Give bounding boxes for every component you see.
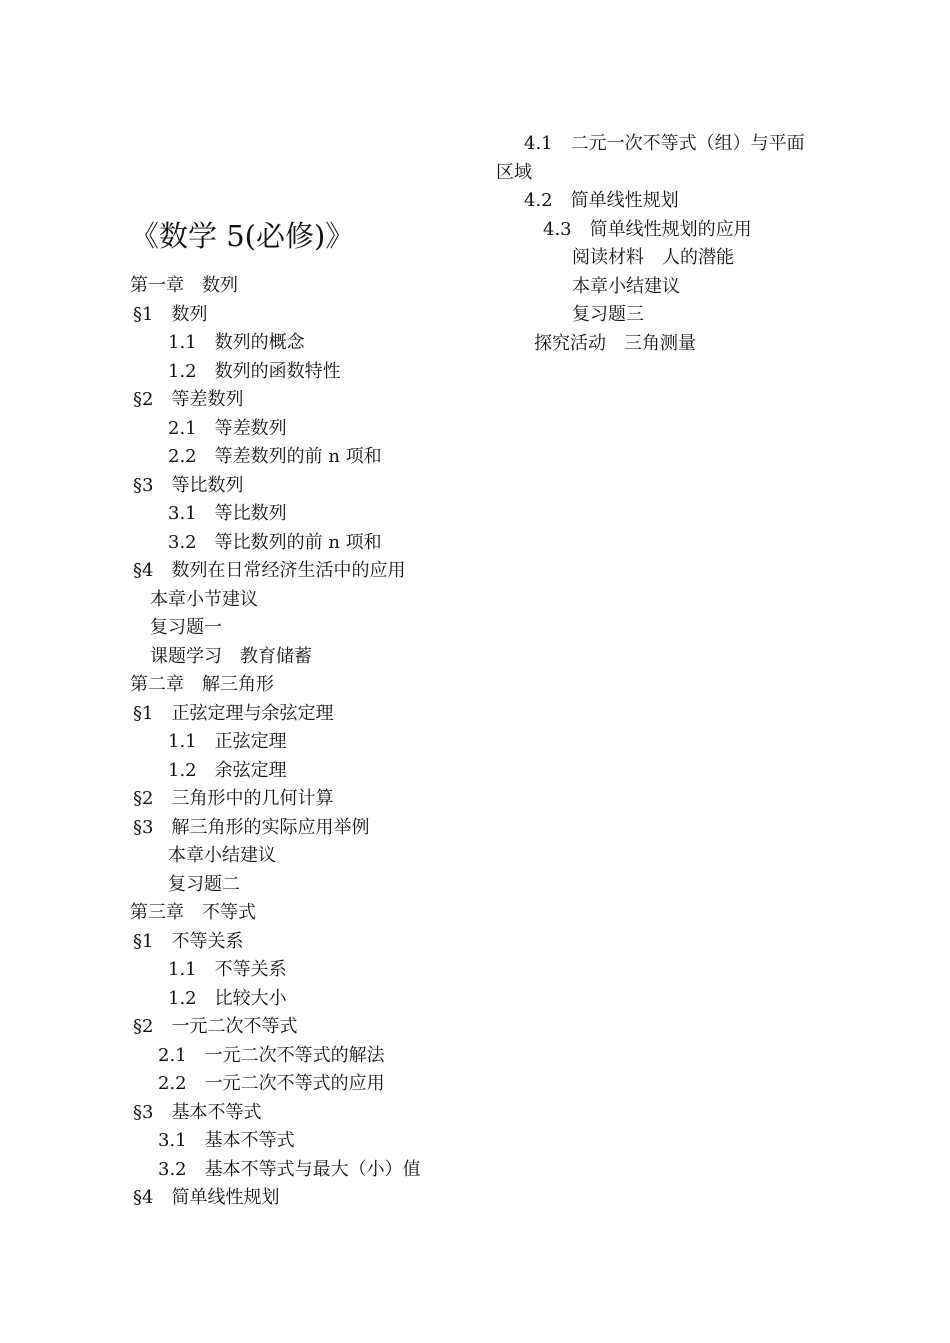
toc-entry: 本章小结建议 xyxy=(168,845,276,866)
toc-entry: §2 三角形中的几何计算 xyxy=(133,788,334,809)
toc-entry: 1.1 正弦定理 xyxy=(168,731,287,752)
toc-entry: 复习题一 xyxy=(150,617,222,638)
toc-entry: §3 解三角形的实际应用举例 xyxy=(133,816,370,838)
toc-entry: 课题学习 教育储蓄 xyxy=(150,645,312,667)
toc-entry: 4.3 简单线性规划的应用 xyxy=(543,218,752,240)
toc-entry: 3.2 基本不等式与最大（小）值 xyxy=(158,1158,421,1180)
toc-entry: §3 等比数列 xyxy=(133,474,244,496)
toc-entry: 4.2 简单线性规划 xyxy=(524,190,679,211)
toc-entry: §2 等差数列 xyxy=(133,389,244,410)
toc-entry: 第一章 数列 xyxy=(130,275,238,296)
toc-entry: 2.2 等差数列的前 n 项和 xyxy=(168,446,382,467)
toc-entry: 2.2 一元二次不等式的应用 xyxy=(158,1073,385,1094)
toc-entry: 1.2 比较大小 xyxy=(168,987,287,1009)
toc-entry: §1 正弦定理与余弦定理 xyxy=(133,702,334,724)
toc-entry: 1.1 不等关系 xyxy=(168,959,287,980)
toc-entry: 区域 xyxy=(496,161,532,183)
toc-entry: 3.2 等比数列的前 n 项和 xyxy=(168,531,382,553)
toc-entry: 1.2 余弦定理 xyxy=(168,759,287,781)
toc-entry: §3 基本不等式 xyxy=(133,1101,262,1123)
toc-entry: §4 简单线性规划 xyxy=(133,1187,280,1208)
toc-entry: 1.1 数列的概念 xyxy=(168,332,305,353)
toc-entry: §4 数列在日常经济生活中的应用 xyxy=(133,560,406,581)
toc-entry: §1 数列 xyxy=(133,303,208,325)
toc-entry: 探究活动 三角测量 xyxy=(534,332,696,354)
toc-entry: 本章小节建议 xyxy=(150,588,258,610)
toc-entry: 复习题三 xyxy=(572,304,644,325)
toc-entry: 2.1 等差数列 xyxy=(168,417,287,439)
book-title: 《数学 5(必修)》 xyxy=(130,219,355,253)
toc-entry: 3.1 基本不等式 xyxy=(158,1130,295,1151)
toc-entry: 阅读材料 人的潜能 xyxy=(572,247,734,268)
toc-entry: 3.1 等比数列 xyxy=(168,503,287,524)
toc-entry: 2.1 一元二次不等式的解法 xyxy=(158,1044,385,1066)
toc-entry: §2 一元二次不等式 xyxy=(133,1016,298,1037)
toc-entry: 复习题二 xyxy=(168,873,240,895)
toc-entry: 第三章 不等式 xyxy=(130,902,256,923)
toc-entry: 本章小结建议 xyxy=(572,275,680,297)
toc-entry: 第二章 解三角形 xyxy=(130,674,274,695)
toc-entry: 1.2 数列的函数特性 xyxy=(168,360,341,382)
toc-entry: 4.1 二元一次不等式（组）与平面 xyxy=(524,133,805,154)
toc-entry: §1 不等关系 xyxy=(133,930,244,952)
